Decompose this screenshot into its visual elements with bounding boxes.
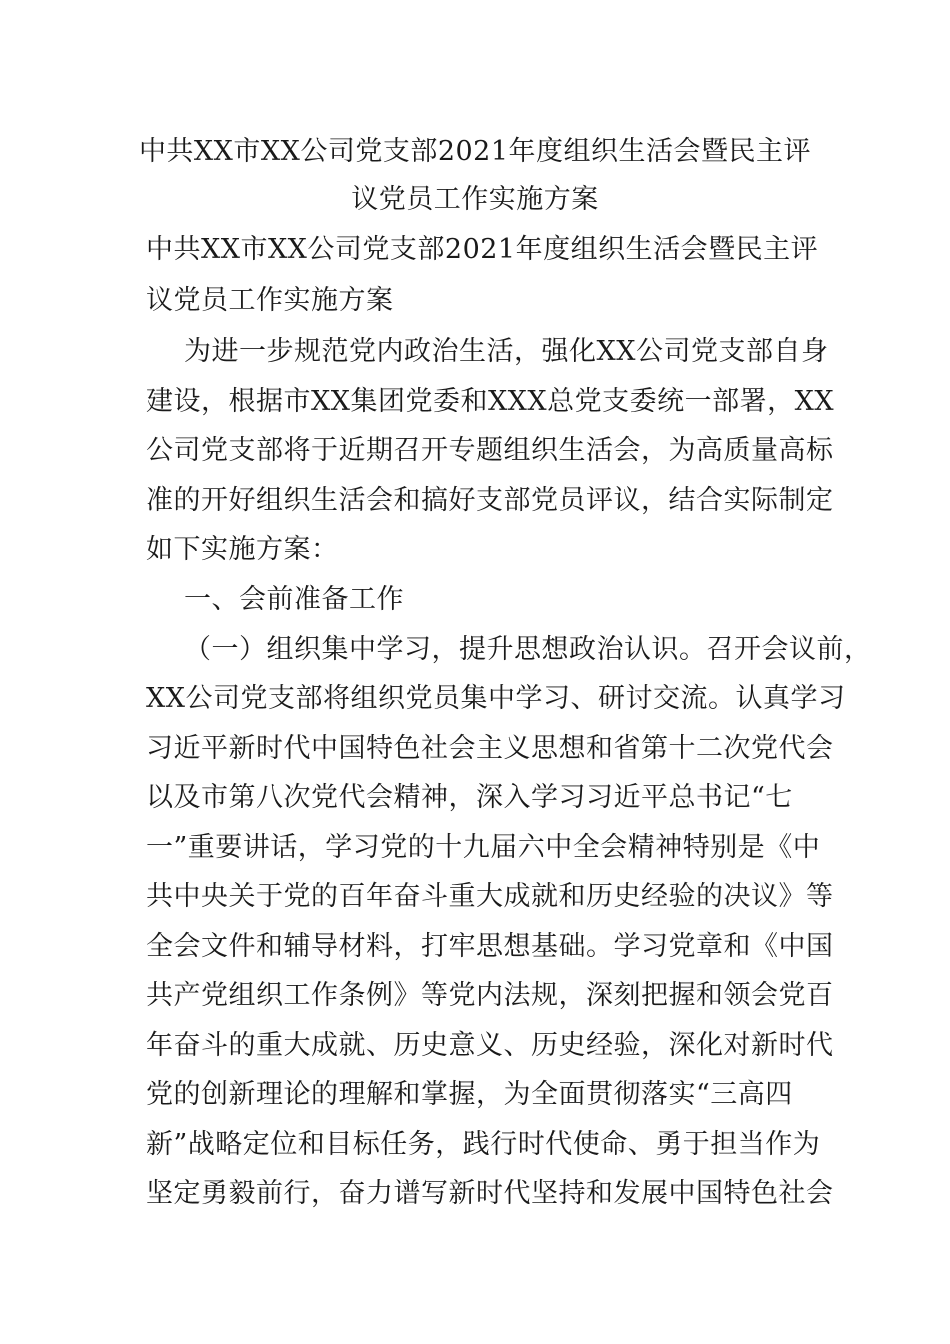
- document-title-line-2: 议党员工作实施方案: [351, 184, 599, 215]
- section-1-1-line-2: XX公司党支部将组织党员集中学习、研讨交流。认真学习: [146, 683, 846, 714]
- document-title-line-1: 中共XX市XX公司党支部2021年度组织生活会暨民主评: [138, 136, 812, 167]
- section-1-1-line-6: 共中央关于党的百年奋斗重大成就和历史经验的决议》等: [146, 881, 834, 912]
- heading-line-2: 议党员工作实施方案: [146, 285, 394, 316]
- section-1-1-line-5: 一”重要讲话，学习党的十九届六中全会精神特别是《中: [146, 832, 821, 863]
- intro-line-5: 如下实施方案：: [146, 534, 339, 565]
- section-1-1-line-12: 坚定勇毅前行，奋力谱写新时代坚持和发展中国特色社会: [146, 1178, 834, 1209]
- section-1-heading: 一、会前准备工作: [184, 584, 404, 615]
- intro-line-3: 公司党支部将于近期召开专题组织生活会，为高质量高标: [146, 435, 834, 466]
- section-1-1-line-7: 全会文件和辅导材料，打牢思想基础。学习党章和《中国: [146, 931, 834, 962]
- intro-line-1: 为进一步规范党内政治生活，强化XX公司党支部自身: [184, 336, 829, 367]
- section-1-1-line-1: （一）组织集中学习，提升思想政治认识。召开会议前，: [184, 634, 872, 665]
- intro-line-2: 建设，根据市XX集团党委和XXX总党支委统一部署，XX: [146, 386, 835, 417]
- section-1-1-line-9: 年奋斗的重大成就、历史意义、历史经验，深化对新时代: [146, 1030, 834, 1061]
- section-1-1-line-8: 共产党组织工作条例》等党内法规，深刻把握和领会党百: [146, 980, 834, 1011]
- intro-line-4: 准的开好组织生活会和搞好支部党员评议，结合实际制定: [146, 485, 834, 516]
- section-1-1-line-11: 新”战略定位和目标任务，践行时代使命、勇于担当作为: [146, 1129, 821, 1160]
- section-1-1-line-10: 党的创新理论的理解和掌握，为全面贯彻落实“三高四: [146, 1079, 793, 1110]
- section-1-1-line-4: 以及市第八次党代会精神，深入学习习近平总书记“七: [146, 782, 793, 813]
- section-1-1-line-3: 习近平新时代中国特色社会主义思想和省第十二次党代会: [146, 733, 834, 764]
- heading-line-1: 中共XX市XX公司党支部2021年度组织生活会暨民主评: [146, 234, 819, 265]
